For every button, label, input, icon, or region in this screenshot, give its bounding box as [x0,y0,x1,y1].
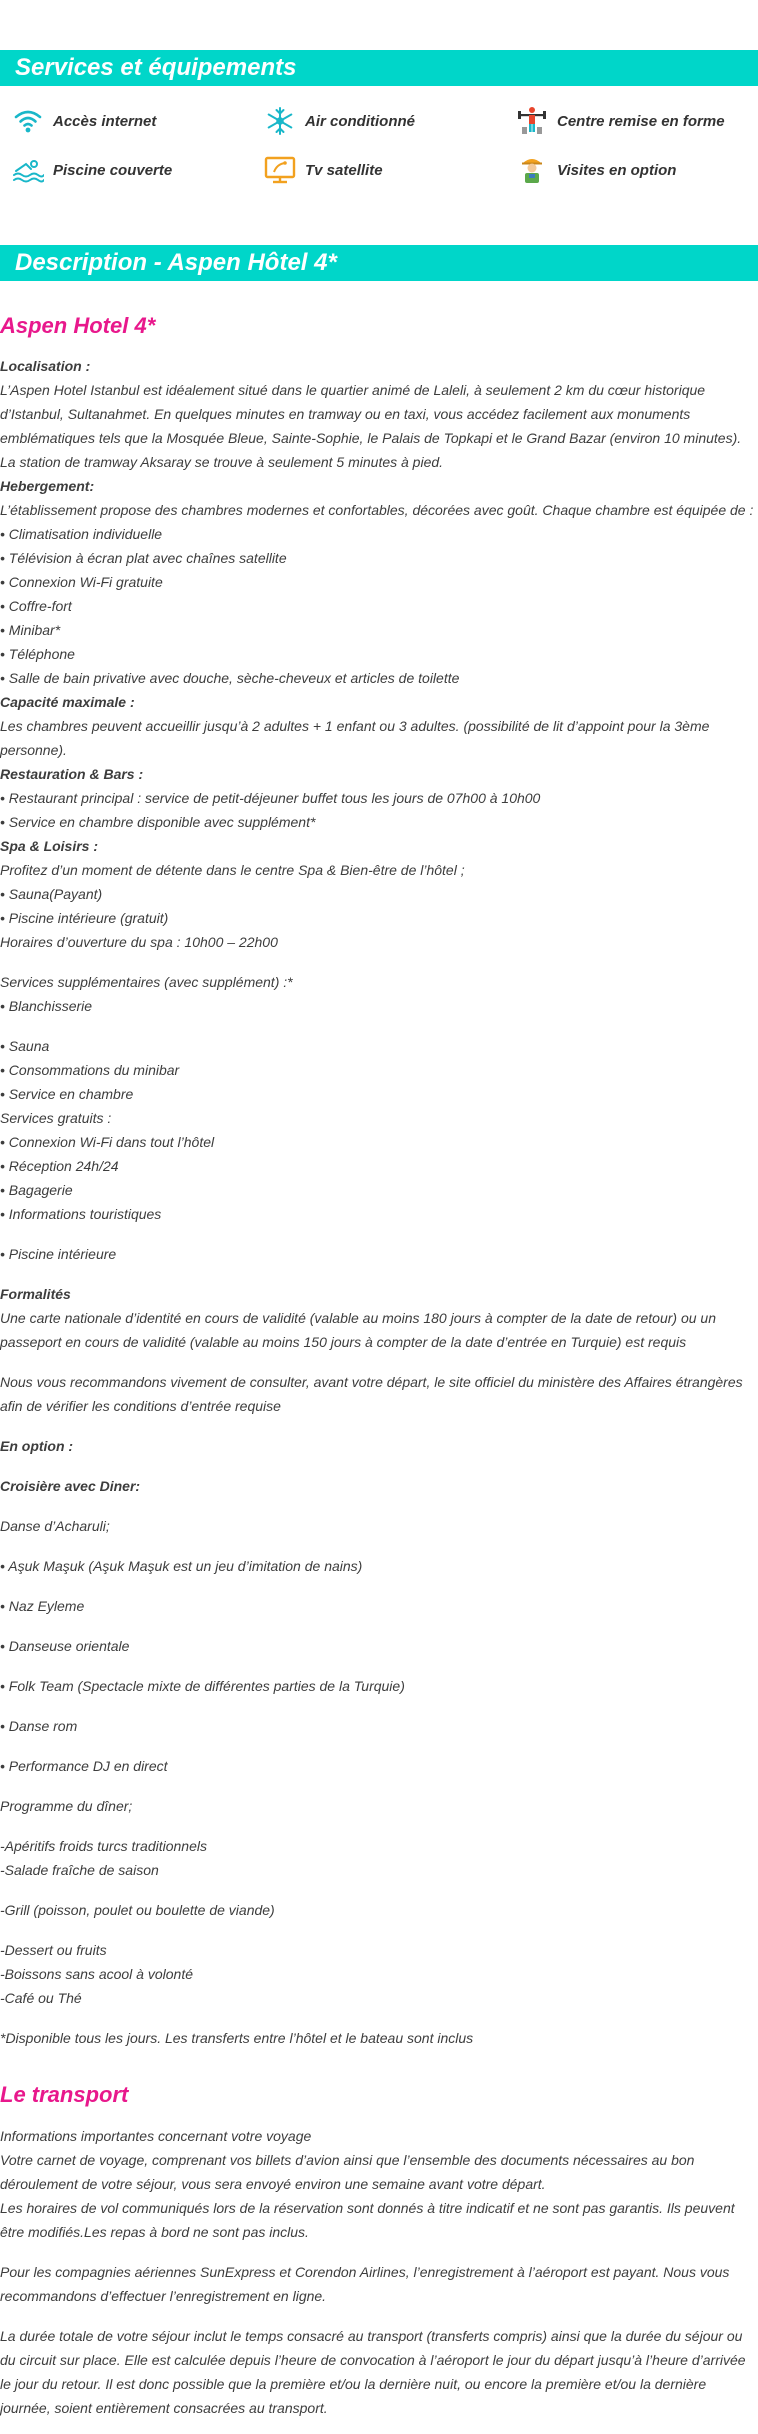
spa-hours: Horaires d’ouverture du spa : 10h00 – 22h00 [0,934,278,950]
amenity-fitness [514,103,725,139]
list-item: • Minibar* [0,622,61,638]
hotel-title: Aspen Hotel 4* [0,313,156,338]
list-item: • Restaurant principal : service de petit-déjeuner buffet tous les jours de 07h00 à 10h00 [0,790,541,806]
list-item: • Consommations du minibar [0,1062,180,1078]
list-item: • Piscine intérieure [0,1246,117,1262]
tv-icon [262,152,298,188]
option-heading: En option : [0,1438,74,1454]
amenity-satellite-tv [262,152,383,188]
amenity-label: Centre remise en forme [557,112,725,130]
description-section-header: Description - Aspen Hôtel 4* [0,245,758,281]
hotel-description [0,354,756,2050]
amenity-label: Piscine couverte [53,161,173,179]
list-item: • Sauna(Payant) [0,886,103,902]
list-item: -Café ou Thé [0,1990,82,2006]
list-item: • Connexion Wi-Fi dans tout l’hôtel [0,1134,215,1150]
list-item: • Climatisation individuelle [0,526,163,542]
amenity-label: Accès internet [53,112,157,130]
list-item: • Service en chambre disponible avec supplément* [0,814,316,830]
transport-intro-line: Votre carnet de voyage, comprenant vos billets d’avion ainsi que l’ensemble des documents nécessaires au bon déroulement de votre séjour, vous sera envoyé environ une semaine avant votre départ. [0,2152,695,2192]
list-item: • Performance DJ en direct [0,1758,168,1774]
list-item: • Connexion Wi-Fi gratuite [0,574,163,590]
list-item: • Télévision à écran plat avec chaînes satellite [0,550,287,566]
list-item: • Service en chambre [0,1086,134,1102]
list-item: • Aşuk Maşuk (Aşuk Maşuk est un jeu d’imitation de nains) [0,1558,363,1574]
lodging-heading: Hebergement: [0,478,95,494]
list-item: • Informations touristiques [0,1206,162,1222]
spa-intro: Profitez d’un moment de détente dans le centre Spa & Bien-être de l’hôtel ; [0,862,465,878]
formalities-heading: Formalités [0,1286,71,1302]
extra-services-heading: Services supplémentaires (avec supplément) :* [0,974,293,990]
cruise-intro: Danse d’Acharuli; [0,1518,110,1534]
list-item: • Piscine intérieure (gratuit) [0,910,169,926]
dinner-heading: Programme du dîner; [0,1798,133,1814]
spa-heading: Spa & Loisirs : [0,838,99,854]
wifi-icon [10,103,46,139]
pool-icon [10,152,46,188]
list-item: -Apéritifs froids turcs traditionnels [0,1838,207,1854]
restaurant-heading: Restauration & Bars : [0,766,144,782]
amenity-label: Air conditionné [305,112,415,130]
fitness-icon [514,103,550,139]
formalities-text: Une carte nationale d’identité en cours de validité (valable au moins 180 jours à compter de la date de retour) ou un passeport en cours de validité (valable au moins 150 jours à compter de la date d’entrée en Turquie) est requis [0,1310,716,1350]
list-item: • Blanchisserie [0,998,93,1014]
list-item: • Sauna [0,1038,50,1054]
location-heading: Localisation : [0,358,91,374]
capacity-heading: Capacité maximale : [0,694,135,710]
cruise-note: *Disponible tous les jours. Les transferts entre l’hôtel et le bateau sont inclus [0,2030,474,2046]
list-item: • Danseuse orientale [0,1638,130,1654]
amenity-label: Tv satellite [305,161,383,179]
lodging-intro: L’établissement propose des chambres modernes et confortables, décorées avec goût. Chaque chambre est équipée de : [0,502,754,518]
list-item: -Salade fraîche de saison [0,1862,159,1878]
transport-intro-line: Informations importantes concernant votre voyage [0,2128,312,2144]
cruise-heading: Croisière avec Diner: [0,1478,141,1494]
list-item: • Téléphone [0,646,75,662]
tour-icon [514,152,550,188]
amenity-optional-tours [514,152,676,188]
list-item: • Folk Team (Spectacle mixte de différentes parties de la Turquie) [0,1678,405,1694]
capacity-text: Les chambres peuvent accueillir jusqu’à 2 adultes + 1 enfant ou 3 adultes. (possibilité de lit d’appoint pour la 3ème personne). [0,718,710,758]
transport-section [0,2124,756,2420]
list-item: • Danse rom [0,1718,78,1734]
airlines-text: Pour les compagnies aériennes SunExpress et Corendon Airlines, l’enregistrement à l’aéroport est payant. Nous vous recommandons d’effectuer l’enregistrement en ligne. [0,2264,730,2304]
list-item: • Réception 24h/24 [0,1158,119,1174]
list-item: -Grill (poisson, poulet ou boulette de viande) [0,1902,275,1918]
duration-text: La durée totale de votre séjour inclut le temps consacré au transport (transferts compris) ainsi que la durée du séjour ou du circuit sur place. Elle est calculée depuis l’heure de convocation à l’aéroport le jour du départ jusqu’à l’heure d’arrivée le jour du retour. Il est donc possible que la première et/ou la dernière nuit, ou encore la première et/ou la dernière journée, soient entièrement consacrées au transport. [0,2328,746,2416]
recommendation-text: Nous vous recommandons vivement de consulter, avant votre départ, le site officiel du ministère des Affaires étrangères afin de vérifier les conditions d’entrée requise [0,1374,743,1414]
free-services-heading: Services gratuits : [0,1110,112,1126]
services-section-header: Services et équipements [0,50,758,86]
list-item: • Coffre-fort [0,598,72,614]
amenity-label: Visites en option [557,161,677,179]
amenity-internet [10,103,156,139]
transport-intro-line: Les horaires de vol communiqués lors de la réservation sont donnés à titre indicatif et ne sont pas garantis. Ils peuvent être modifiés.Les repas à bord ne sont pas inclus. [0,2200,735,2240]
transport-title: Le transport [0,2082,129,2107]
list-item: • Salle de bain privative avec douche, sèche-cheveux et articles de toilette [0,670,460,686]
amenity-indoor-pool [10,152,172,188]
list-item: -Boissons sans acool à volonté [0,1966,193,1982]
snowflake-icon [262,103,298,139]
location-text: L’Aspen Hotel Istanbul est idéalement situé dans le quartier animé de Laleli, à seulement 2 km du cœur historique d’Istanbul, Sultanahmet. En quelques minutes en tramway ou en taxi, vous accédez facilement aux monuments emblématiques tels que la Mosquée Bleue, Sainte-Sophie, le Palais de Topkapi et le Grand Bazar (environ 10 minutes). La station de tramway Aksaray se trouve à seulement 5 minutes à pied. [0,382,742,470]
list-item: -Dessert ou fruits [0,1942,107,1958]
list-item: • Bagagerie [0,1182,73,1198]
amenity-air-conditioning [262,103,415,139]
list-item: • Naz Eyleme [0,1598,85,1614]
